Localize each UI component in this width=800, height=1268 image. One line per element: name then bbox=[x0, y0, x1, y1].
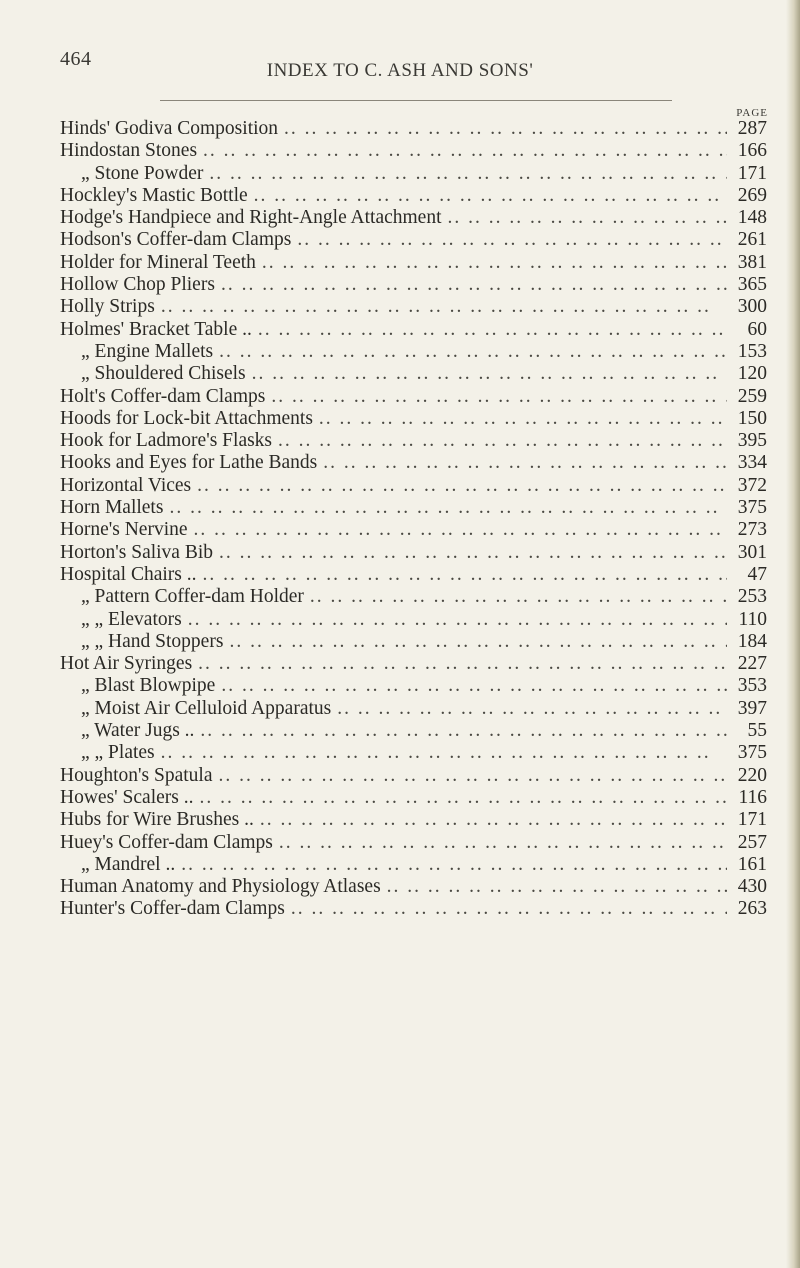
entry-text: Horton's Saliva Bib bbox=[60, 541, 214, 563]
entry-text: Hinds' Godiva Composition bbox=[60, 118, 279, 139]
index-entry bbox=[60, 185, 767, 207]
entry-text: Holly Strips bbox=[60, 296, 155, 318]
entry-page-number: 253 bbox=[737, 586, 767, 608]
running-title: INDEX TO C. ASH AND SONS' bbox=[266, 60, 534, 81]
dot-leader bbox=[197, 564, 728, 586]
dot-leader bbox=[248, 185, 727, 207]
entry-text: Horne's Nervine bbox=[60, 519, 188, 541]
dot-leader bbox=[203, 163, 727, 185]
dot-leader bbox=[215, 274, 727, 296]
dot-leader bbox=[331, 698, 727, 720]
entry-text: Hockley's Mastic Bottle bbox=[60, 184, 248, 206]
entry-page-number: 60 bbox=[747, 318, 767, 340]
index-entry bbox=[60, 832, 767, 854]
index-entry bbox=[60, 765, 767, 787]
dot-leader bbox=[381, 876, 727, 898]
entry-text: Hollow Chop Pliers bbox=[60, 274, 215, 296]
entry-page-number: 227 bbox=[737, 653, 767, 675]
dot-leader bbox=[193, 787, 727, 809]
dot-leader bbox=[155, 742, 727, 764]
entry-text: „ „ Plates bbox=[81, 742, 155, 764]
dot-leader bbox=[188, 519, 727, 541]
entry-text: Houghton's Spatula bbox=[60, 764, 213, 786]
index-entry bbox=[60, 542, 767, 564]
entry-text: Horn Mallets bbox=[60, 497, 164, 519]
index-entry bbox=[60, 207, 767, 229]
index-entry bbox=[60, 229, 767, 251]
entry-page-number: 220 bbox=[737, 764, 767, 786]
entry-page-number: 372 bbox=[737, 474, 767, 496]
index-entry bbox=[60, 609, 767, 631]
header-rule bbox=[160, 100, 672, 101]
index-entry bbox=[60, 854, 767, 876]
dot-leader bbox=[215, 675, 727, 697]
index-entry bbox=[60, 386, 767, 408]
index-entry bbox=[60, 408, 767, 430]
index-entry bbox=[60, 876, 767, 898]
entry-page-number: 171 bbox=[737, 162, 767, 184]
dot-leader bbox=[246, 363, 727, 385]
entry-page-number: 257 bbox=[737, 831, 767, 853]
index-entry bbox=[60, 319, 767, 341]
entry-page-number: 301 bbox=[737, 541, 767, 563]
entry-text: Howes' Scalers .. bbox=[60, 786, 194, 808]
entry-text: „ Engine Mallets bbox=[81, 340, 214, 362]
index-entry bbox=[60, 452, 767, 474]
entry-page-number: 375 bbox=[737, 742, 767, 764]
index-entry bbox=[60, 296, 767, 318]
dot-leader bbox=[197, 140, 727, 162]
index-entry bbox=[60, 341, 767, 363]
entry-text: Hoods for Lock-bit Attachments bbox=[60, 407, 313, 429]
entry-text: Horizontal Vices bbox=[60, 474, 192, 496]
dot-leader bbox=[256, 252, 727, 274]
dot-leader bbox=[273, 832, 727, 854]
dot-leader bbox=[272, 430, 727, 452]
entry-page-number: 269 bbox=[737, 184, 767, 206]
entry-page-number: 287 bbox=[737, 118, 767, 139]
page-column-heading: PAGE bbox=[736, 107, 768, 119]
dot-leader bbox=[254, 809, 727, 831]
entry-text: Hodge's Handpiece and Right-Angle Attachment bbox=[60, 207, 442, 229]
index-entry bbox=[60, 430, 767, 452]
index-entry bbox=[60, 787, 767, 809]
entry-text: Holmes' Bracket Table .. bbox=[60, 318, 252, 340]
dot-leader bbox=[191, 475, 727, 497]
dot-leader bbox=[213, 542, 727, 564]
dot-leader bbox=[182, 609, 727, 631]
index-entry bbox=[60, 675, 767, 697]
entry-text: „ Blast Blowpipe bbox=[81, 675, 216, 697]
dot-leader bbox=[175, 854, 727, 876]
entry-text: Hospital Chairs .. bbox=[60, 563, 197, 585]
entry-text: „ Moist Air Celluloid Apparatus bbox=[81, 697, 332, 719]
entry-text: „ „ Elevators bbox=[81, 608, 182, 630]
index-entry bbox=[60, 742, 767, 764]
entry-text: „ Stone Powder bbox=[81, 162, 204, 184]
index-entry bbox=[60, 698, 767, 720]
entry-text: Hubs for Wire Brushes .. bbox=[60, 809, 254, 831]
dot-leader bbox=[213, 341, 727, 363]
index-entry bbox=[60, 497, 767, 519]
entry-page-number: 334 bbox=[737, 452, 767, 474]
entry-text: Human Anatomy and Physiology Atlases bbox=[60, 876, 381, 898]
entry-page-number: 150 bbox=[737, 407, 767, 429]
entry-page-number: 430 bbox=[737, 876, 767, 898]
entry-text: Hot Air Syringes bbox=[60, 653, 193, 675]
entry-page-number: 365 bbox=[737, 274, 767, 296]
entry-text: „ „ Hand Stoppers bbox=[81, 630, 224, 652]
dot-leader bbox=[212, 765, 727, 787]
entry-text: „ Water Jugs .. bbox=[81, 720, 195, 742]
index-entry bbox=[60, 564, 767, 586]
index-entry bbox=[60, 163, 767, 185]
entry-text: „ Pattern Coffer-dam Holder bbox=[81, 586, 304, 608]
dot-leader bbox=[155, 296, 727, 318]
index-entry bbox=[60, 363, 767, 385]
dot-leader bbox=[317, 452, 727, 474]
entry-page-number: 120 bbox=[737, 363, 767, 385]
entry-page-number: 395 bbox=[737, 430, 767, 452]
entry-text: Hodson's Coffer-dam Clamps bbox=[60, 229, 292, 251]
entry-text: Holt's Coffer-dam Clamps bbox=[60, 385, 266, 407]
index-entry bbox=[60, 519, 767, 541]
dot-leader bbox=[265, 386, 727, 408]
entry-page-number: 153 bbox=[737, 340, 767, 362]
entry-page-number: 47 bbox=[747, 563, 767, 585]
index-entry bbox=[60, 720, 767, 742]
entry-page-number: 55 bbox=[747, 720, 767, 742]
entry-page-number: 263 bbox=[737, 898, 767, 920]
index-list bbox=[60, 118, 767, 921]
dot-leader bbox=[278, 118, 727, 140]
dot-leader bbox=[291, 229, 727, 251]
entry-page-number: 116 bbox=[738, 786, 767, 808]
entry-page-number: 381 bbox=[737, 251, 767, 273]
entry-page-number: 184 bbox=[737, 630, 767, 652]
dot-leader bbox=[223, 631, 727, 653]
dot-leader bbox=[442, 207, 728, 229]
entry-page-number: 148 bbox=[737, 207, 767, 229]
entry-page-number: 300 bbox=[737, 296, 767, 318]
index-entry bbox=[60, 252, 767, 274]
dot-leader bbox=[313, 408, 727, 430]
dot-leader bbox=[304, 586, 727, 608]
dot-leader bbox=[194, 720, 727, 742]
index-entry bbox=[60, 475, 767, 497]
entry-page-number: 259 bbox=[737, 385, 767, 407]
dot-leader bbox=[163, 497, 727, 519]
entry-page-number: 171 bbox=[737, 809, 767, 831]
entry-text: „ Shouldered Chisels bbox=[81, 363, 246, 385]
dot-leader bbox=[285, 898, 727, 920]
index-entry bbox=[60, 140, 767, 162]
entry-text: Hook for Ladmore's Flasks bbox=[60, 430, 273, 452]
entry-page-number: 273 bbox=[737, 519, 767, 541]
page-number: 464 bbox=[60, 48, 92, 70]
entry-text: Holder for Mineral Teeth bbox=[60, 251, 256, 273]
entry-page-number: 353 bbox=[737, 675, 767, 697]
index-entry bbox=[60, 898, 767, 920]
entry-page-number: 397 bbox=[737, 697, 767, 719]
index-entry bbox=[60, 118, 767, 140]
dot-leader bbox=[252, 319, 727, 341]
entry-text: Hunter's Coffer-dam Clamps bbox=[60, 898, 285, 920]
entry-text: Hindostan Stones bbox=[60, 140, 198, 162]
index-entry bbox=[60, 586, 767, 608]
entry-page-number: 166 bbox=[737, 140, 767, 162]
entry-page-number: 161 bbox=[737, 853, 767, 875]
page-edge bbox=[786, 0, 800, 1268]
index-entry bbox=[60, 631, 767, 653]
entry-text: Hooks and Eyes for Lathe Bands bbox=[60, 452, 318, 474]
index-entry bbox=[60, 274, 767, 296]
dot-leader bbox=[192, 653, 727, 675]
index-entry bbox=[60, 653, 767, 675]
index-entry bbox=[60, 809, 767, 831]
entry-page-number: 110 bbox=[738, 608, 767, 630]
entry-text: „ Mandrel .. bbox=[81, 853, 176, 875]
entry-page-number: 261 bbox=[737, 229, 767, 251]
entry-text: Huey's Coffer-dam Clamps bbox=[60, 831, 273, 853]
entry-page-number: 375 bbox=[737, 497, 767, 519]
